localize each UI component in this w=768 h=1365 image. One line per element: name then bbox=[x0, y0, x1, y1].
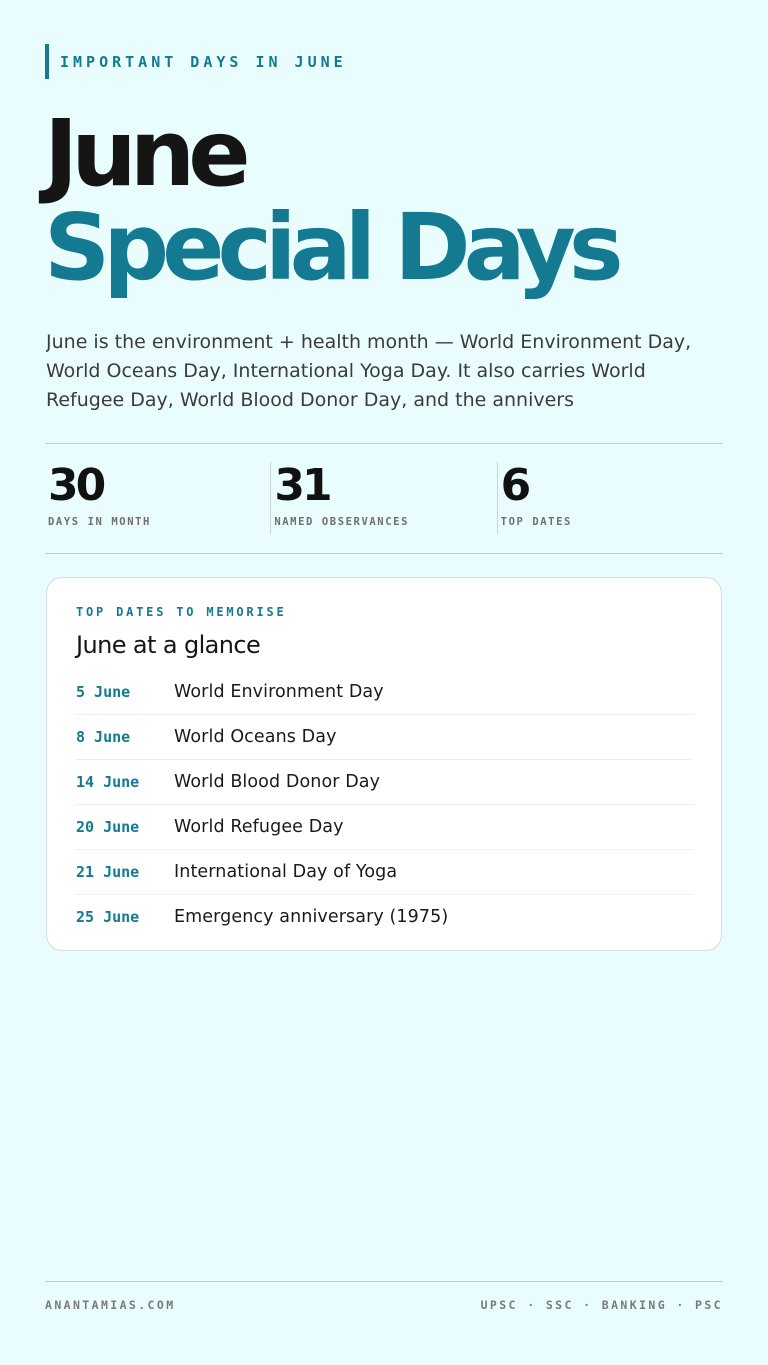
stat-named-observances bbox=[270, 462, 496, 534]
list-item bbox=[76, 760, 693, 805]
intro-paragraph bbox=[46, 328, 726, 415]
divider-top bbox=[45, 443, 723, 444]
list-item bbox=[76, 715, 693, 760]
list-item-name: World Oceans Day bbox=[174, 727, 337, 747]
dates-list bbox=[76, 670, 693, 939]
list-item-date: 21 June bbox=[76, 863, 140, 881]
stat-value: 6 bbox=[500, 460, 529, 511]
footer bbox=[45, 1298, 723, 1312]
stat-days-in-month bbox=[45, 462, 270, 534]
list-item-name: World Environment Day bbox=[174, 682, 384, 702]
intro-line: June is the environment + health month — World Environment Day, bbox=[46, 331, 692, 353]
stat-top-dates bbox=[497, 462, 723, 534]
footer-divider bbox=[45, 1281, 723, 1282]
list-item-name: International Day of Yoga bbox=[174, 862, 398, 882]
stat-value: 31 bbox=[274, 460, 330, 511]
stat-label: NAMED OBSERVANCES bbox=[274, 516, 409, 528]
list-item-date: 5 June bbox=[76, 683, 131, 701]
stats-row bbox=[45, 462, 723, 534]
stat-value: 30 bbox=[48, 460, 104, 511]
list-item-date: 8 June bbox=[76, 728, 131, 746]
intro-line: Refugee Day, World Blood Donor Day, and the annivers bbox=[46, 389, 575, 411]
list-item bbox=[76, 670, 693, 715]
list-item-date: 20 June bbox=[76, 818, 140, 836]
list-item-date: 14 June bbox=[76, 773, 140, 791]
stat-label: TOP DATES bbox=[500, 516, 572, 528]
intro-line: World Oceans Day, International Yoga Day. It also carries World bbox=[46, 360, 646, 382]
top-dates-card bbox=[46, 577, 722, 951]
divider-bottom bbox=[45, 553, 723, 554]
page-title-line-1: June bbox=[44, 100, 244, 207]
card-title: June at a glance bbox=[76, 631, 261, 659]
list-item-name: World Blood Donor Day bbox=[174, 772, 381, 792]
footer-site: ANANTAMIAS.COM bbox=[45, 1298, 176, 1312]
list-item-name: Emergency anniversary (1975) bbox=[174, 907, 449, 927]
list-item-name: World Refugee Day bbox=[174, 817, 344, 837]
list-item bbox=[76, 895, 693, 939]
stat-label: DAYS IN MONTH bbox=[48, 516, 151, 528]
card-eyebrow: TOP DATES TO MEMORISE bbox=[76, 605, 287, 619]
page-title-line-2: Special Days bbox=[44, 194, 617, 301]
list-item bbox=[76, 805, 693, 850]
footer-exams: UPSC · SSC · BANKING · PSC bbox=[480, 1298, 723, 1312]
eyebrow-label: IMPORTANT DAYS IN JUNE bbox=[45, 44, 347, 79]
list-item-date: 25 June bbox=[76, 908, 140, 926]
list-item bbox=[76, 850, 693, 895]
